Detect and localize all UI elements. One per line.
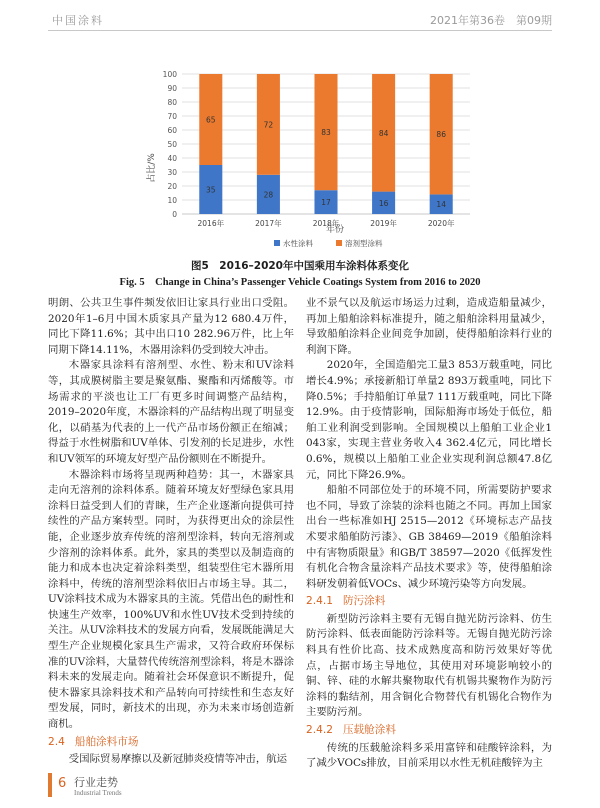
y-tick-label: 10 <box>167 196 177 205</box>
section-heading <box>48 735 294 751</box>
footer-section-title: 行业走势 <box>74 776 118 789</box>
page-header <box>0 0 600 30</box>
y-tick-label: 50 <box>167 140 177 149</box>
bar-value-label: 72 <box>263 120 274 130</box>
y-tick-label: 60 <box>167 126 177 135</box>
figure-caption-en: Fig. 5 Change in China’s Passenger Vehicle Coatings System from 2016 to 2020 <box>119 277 481 288</box>
section-number: 2.4.2 <box>306 724 333 737</box>
legend-swatch <box>336 240 342 246</box>
paragraph: 受国际贸易摩擦以及新冠肺炎疫情等冲击，航运 <box>68 753 287 766</box>
paragraph: 传统的压载舱涂料多采用富锌和硅酸锌涂料，为了减少VOCs排放，目前采用以水性无机硅酸锌为主 <box>306 741 552 770</box>
bar-value-label: 16 <box>378 198 389 208</box>
stacked-bar-chart <box>120 64 480 256</box>
footer-section-subtitle: Industrial Trends <box>74 789 122 797</box>
chart-legend <box>274 238 383 248</box>
bar-value-label: 84 <box>378 128 389 138</box>
x-tick-label: 2019年 <box>370 219 397 228</box>
footer-accent-bar <box>48 773 52 797</box>
y-tick-label: 20 <box>167 182 177 191</box>
y-tick-label: 100 <box>162 70 177 79</box>
header-divider <box>48 30 552 31</box>
y-tick-label: 30 <box>167 168 177 177</box>
paragraph: 木器家具涂料有溶剂型、水性、粉末和UV涂料等，其成膜树脂主要是聚氨酯、聚酯和丙烯酸等。市场需求的平淡也让工厂有更多时间调整产品结构，2019–2020年度，木器涂料的产品结构出现了明显变化，以硝基为代表的上一代产品市场份额正在缩减；得益于水性树脂和UV单体、引发剂的长足进步，水性和UV领军的环境友好型产品份额则在不断提升。 <box>48 359 294 465</box>
legend-label: 水性涂料 <box>283 239 313 248</box>
y-tick-label: 40 <box>167 154 177 163</box>
paragraph: 木器涂料市场将呈现两种趋势：其一，木器家具走向无溶剂的涂料体系。随着环境友好型绿色家具用涂料日益受到人们的青睐，生产企业逐渐向提供可持续性的产品方案转型。同时，为获得更出众的涂层性能，企业逐步放弃传统的溶剂型涂料，转向无溶剂或少溶剂的涂料体系。此外，家具的类型以及制造商的能力和成本也决定着涂料类型，组装型住宅木器所用涂料中，传统的溶剂型涂料依旧占市场主导。其二，UV涂料技术成为木器家具的主流。凭借出色的耐性和快速生产效率，100%UV和水性UV技术受到持续的关注。从UV涂料技术的发展方向看，发展既能满足大型生产企业规模化家具生产需求，又符合政府环保标准的UV涂料，大量替代传统溶剂型涂料，将是木器涂料未来的发展走向。随着社会环保意识不断提升，促使木器家具涂料技术和产品转向可持续性和生态友好型发展，同时，新技术的出现，亦为未来市场创造新商机。 <box>48 468 294 731</box>
left-column <box>48 296 294 768</box>
y-axis-label: 占比/% <box>147 153 157 183</box>
section-title: 防污涂料 <box>342 595 386 608</box>
subsection-heading <box>306 723 552 739</box>
x-tick-label: 2016年 <box>197 219 225 228</box>
paragraph: 船舶不同部位处于的环境不同，所需要防护要求也不同，导致了涂装的涂料也随之不同。再加上国家出台一些标准如HJ 2515—2012《环境标志产品技术要求船舶防污漆》、GB 38469—2019《船舶涂料中有害物质限量》和GB/T 38597—2020《低挥发性有机化合物含量涂料产品技术要求》等，使得船舶涂料研发朝着低VOCs、减少环境污染等方向发展。 <box>306 484 552 590</box>
y-tick-label: 90 <box>167 84 177 93</box>
paragraph: 业不景气以及航运市场运力过剩，造成造船量减少，再加上船舶涂料标准提升，随之船舶涂料用量减少，导致船舶涂料企业间竞争加剧，使得船舶涂料行业的利润下降。 <box>306 297 552 356</box>
bar-value-label: 86 <box>436 130 446 140</box>
subsection-heading <box>306 594 552 610</box>
bar-value-label: 65 <box>206 115 216 125</box>
section-number: 2.4.1 <box>306 595 333 608</box>
figure-caption-cn: 图5 2016–2020年中国乘用车涂料体系变化 <box>190 260 409 272</box>
bar-value-label: 35 <box>206 185 216 195</box>
legend-label: 溶剂型涂料 <box>345 239 383 248</box>
x-tick-label: 2020年 <box>427 219 455 228</box>
section-title: 压载舱涂料 <box>342 724 396 737</box>
paragraph: 新型防污涂料主要有无锡自抛光防污涂料、仿生防污涂料、低表面能防污涂料等。无锡自抛光防污涂料具有性价比高、技术成熟度高和防污效果好等优点，占据市场主导地位，其使用对环境影响较小的铜、锌、硅的水解共聚物取代有机锡共聚物作为防污涂料的黏结剂，用含铜化合物替代有机锡化合物作为主要防污剂。 <box>306 612 552 719</box>
paragraph: 2020年，全国造船完工量3 853万载重吨，同比增长4.9%；承接新船订单量2 893万载重吨，同比下降0.5%；手持船舶订单量7 111万载重吨，同比下降12.9%。由于疫情影响，国际船海市场处于低位，船舶工业利润受到影响。全国规模以上船舶工业企业1 043家，实现主营业务收入4 362.4亿元，同比增长0.6%，规模以上船舶工业企业实现利润总额47.8亿元，同比下降26.9%。 <box>306 359 552 481</box>
section-title: 船舶涂料市场 <box>74 735 139 748</box>
y-axis-ticks <box>163 70 178 219</box>
bar-value-label: 83 <box>321 128 331 138</box>
y-tick-label: 0 <box>172 210 177 219</box>
bar-value-label: 17 <box>321 198 331 208</box>
bar-value-label: 14 <box>436 200 446 210</box>
journal-name: 中国涂料 <box>52 14 104 27</box>
page-number: 6 <box>58 776 67 791</box>
right-column <box>306 296 552 772</box>
paragraph: 明朗、公共卫生事件频发依旧让家具行业出口受阻。2020年1–6月中国木质家具产量为12 680.4万件，同比下降11.6%；其中出口10 282.96万件，比上年同期下降14.11%，木器用涂料仍受到较大冲击。 <box>48 297 294 356</box>
legend-swatch <box>274 240 280 246</box>
x-tick-label: 2018年 <box>312 219 340 228</box>
section-number: 2.4 <box>48 735 65 748</box>
y-tick-label: 80 <box>167 98 177 107</box>
y-tick-label: 70 <box>167 112 177 121</box>
x-tick-label: 2017年 <box>255 219 282 228</box>
issue-info: 2021年第36卷 第09期 <box>430 14 552 27</box>
bar-value-label: 28 <box>263 190 274 200</box>
x-axis-label: 年份 <box>325 225 345 235</box>
